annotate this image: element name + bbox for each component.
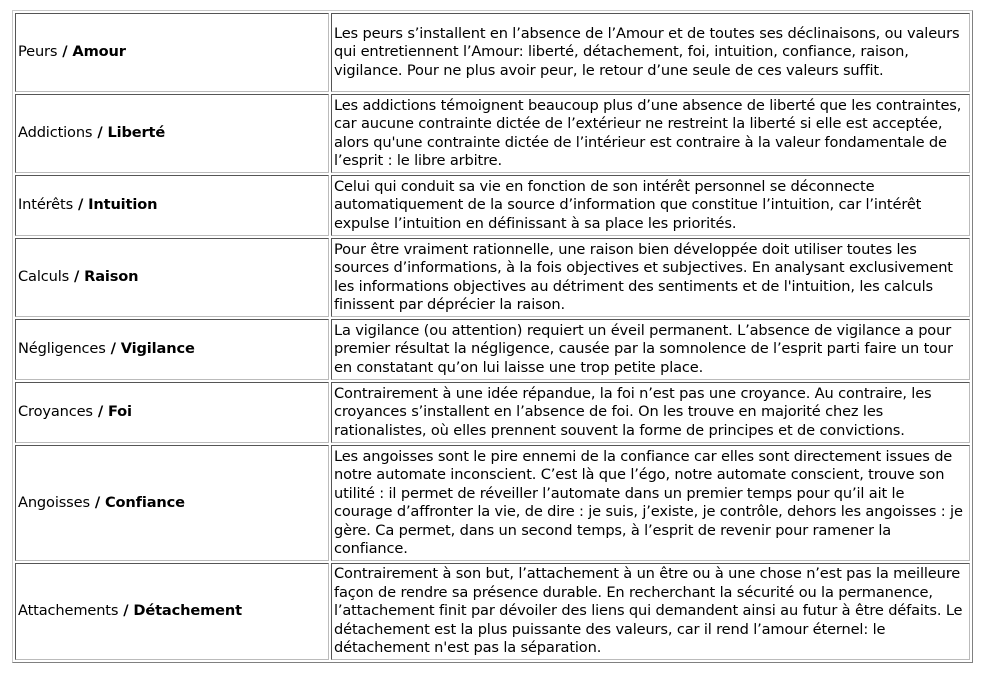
value-label: Confiance: [104, 493, 185, 511]
table-row: [15, 94, 970, 173]
table-row: [15, 445, 970, 561]
fear-label: Addictions: [18, 124, 93, 142]
fear-label: Croyances: [18, 403, 93, 421]
fear-label: Peurs: [18, 43, 58, 61]
term-cell: [15, 175, 329, 236]
description-cell: Les peurs s’installent en l’absence de l’Amour et de toutes ses déclinaisons, ou valeurs qui entretiennent l’Amour: liberté, détachement, foi, intuition, confiance, raison, vigilance. Pour ne plus avoir peur, le retour d’une seule de ces valeurs suffit.: [331, 13, 970, 92]
term-cell: [15, 382, 329, 443]
separator: /: [73, 196, 89, 214]
separator: /: [92, 403, 108, 421]
separator: /: [118, 602, 134, 620]
description-cell: Contrairement à son but, l’attachement à un être ou à une chose n’est pas la meilleure façon de rendre sa présence durable. En recherchant la sécurité ou la permanence, l’attachement finit par dévoiler des liens qui demandent ainsi au futur à être défaits. Le détachement est la plus puissante des valeurs, car il rend l’amour éternel: le détachement n'est pas la séparation.: [331, 563, 970, 660]
term-cell: [15, 238, 329, 317]
values-table: [12, 10, 973, 663]
term-cell: [15, 94, 329, 173]
term-cell: [15, 319, 329, 380]
term-cell: [15, 563, 329, 660]
description-cell: Les angoisses sont le pire ennemi de la confiance car elles sont directement issues de notre automate inconscient. C’est là que l’égo, notre automate conscient, trouve son utilité : il permet de réveiller l’automate dans un premier temps pour qu’il ait le courage d’affronter la vie, de dire : je suis, j’existe, je contrôle, dehors les angoisses : je gère. Ca permet, dans un second temps, à l’esprit de revenir pour ramener la confiance.: [331, 445, 970, 561]
fear-label: Calculs: [18, 268, 70, 286]
table-row: [15, 563, 970, 660]
value-label: Amour: [72, 43, 126, 61]
value-label: Détachement: [133, 602, 242, 620]
separator: /: [57, 43, 73, 61]
fear-label: Attachements: [18, 602, 119, 620]
separator: /: [69, 268, 85, 286]
term-cell: [15, 13, 329, 92]
table-row: [15, 238, 970, 317]
term-cell: [15, 445, 329, 561]
separator: /: [92, 124, 108, 142]
table-row: [15, 13, 970, 92]
table-row: [15, 382, 970, 443]
description-cell: Pour être vraiment rationnelle, une raison bien développée doit utiliser toutes les sources d’informations, à la fois objectives et subjectives. En analysant exclusivement les informations objectives au détriment des sentiments et de l'intuition, les calculs finissent par déprécier la raison.: [331, 238, 970, 317]
table-row: [15, 175, 970, 236]
description-cell: Contrairement à une idée répandue, la foi n’est pas une croyance. Au contraire, les croyances s’installent en l’absence de foi. On les trouve en majorité chez les rationalistes, où elles prennent souvent la forme de principes et de convictions.: [331, 382, 970, 443]
value-label: Intuition: [88, 196, 158, 214]
fear-label: Négligences: [18, 340, 106, 358]
separator: /: [105, 340, 121, 358]
description-cell: Les addictions témoignent beaucoup plus d’une absence de liberté que les contraintes, car aucune contrainte dictée de l’extérieur ne restreint la liberté si elle est acceptée, alors qu'une contrainte dictée de l’intérieur est contraire à la valeur fondamentale de l’esprit : le libre arbitre.: [331, 94, 970, 173]
value-label: Liberté: [107, 124, 166, 142]
fear-label: Angoisses: [18, 493, 90, 511]
table-row: [15, 319, 970, 380]
description-cell: Celui qui conduit sa vie en fonction de son intérêt personnel se déconnecte automatiquement de la source d’information que constitue l’intuition, car l’intérêt expulse l’intuition en définissant à sa place les priorités.: [331, 175, 970, 236]
description-cell: La vigilance (ou attention) requiert un éveil permanent. L’absence de vigilance a pour premier résultat la négligence, causée par la somnolence de l’esprit parti faire un tour en constatant qu’on lui laisse une trop petite place.: [331, 319, 970, 380]
value-label: Vigilance: [120, 340, 195, 358]
value-label: Raison: [84, 268, 139, 286]
fear-label: Intérêts: [18, 196, 74, 214]
value-label: Foi: [107, 403, 132, 421]
separator: /: [89, 493, 105, 511]
